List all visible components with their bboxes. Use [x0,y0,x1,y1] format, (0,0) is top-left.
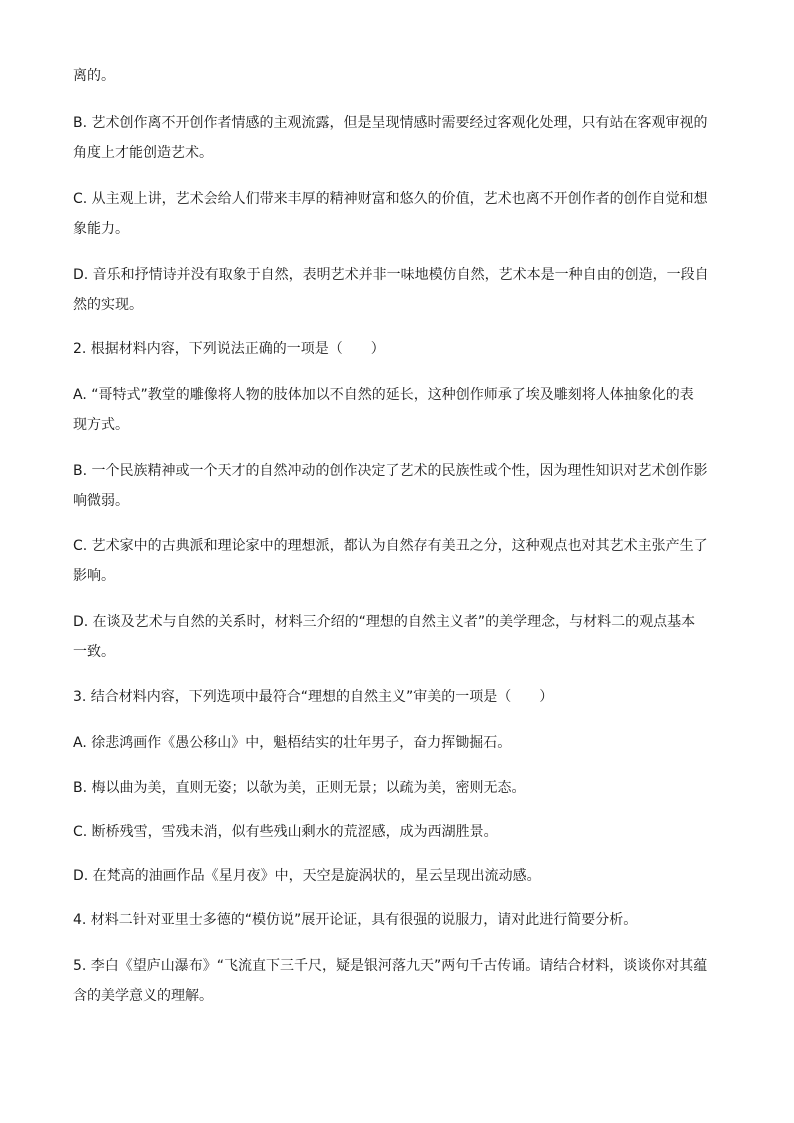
text-line: D. 音乐和抒情诗并没有取象于自然，表明艺术并非一味地模仿自然，艺术本是一种自由的创造，一段自 [73,267,709,283]
text-line: 含的美学意义的理解。 [73,988,213,1004]
text-line: 影响。 [73,568,115,584]
answer-option: D. 在梵高的油画作品《星月夜》中，天空是旋涡状的，星云呈现出流动感。 [73,868,541,884]
text-line: 响微弱。 [73,493,129,509]
text-line: B. 一个民族精神或一个天才的自然冲动的创作决定了艺术的民族性或个性，因为理性知识对艺术创作影 [73,463,708,479]
text-line: 现方式。 [73,417,129,433]
text-line: D. 在谈及艺术与自然的关系时，材料三介绍的“理想的自然主义者”的美学理念，与材料二的观点基本 [73,614,696,630]
text-line: C. 从主观上讲，艺术会给人们带来丰厚的精神财富和悠久的价值，艺术也离不开创作者的创作自觉和想 [73,191,708,207]
text-line: 象能力。 [73,221,129,237]
answer-option: C. 断桥残雪，雪残未消，似有些残山剩水的荒涩感，成为西湖胜景。 [73,824,498,840]
text-line: C. 艺术家中的古典派和理论家中的理想派，都认为自然存有美丑之分，这种观点也对其艺术主张产生了 [73,538,708,554]
text-line: 然的实现。 [73,297,143,313]
text-line: 离的。 [73,68,115,84]
answer-option: B. 梅以曲为美，直则无姿；以欹为美，正则无景；以疏为美，密则无态。 [73,780,526,796]
answer-option: A. 徐悲鸿画作《愚公移山》中，魁梧结实的壮年男子，奋力挥锄掘石。 [73,735,512,751]
text-line: 一致。 [73,644,115,660]
question-stem: 2. 根据材料内容，下列说法正确的一项是（ ） [73,341,385,357]
question-stem: 3. 结合材料内容，下列选项中最符合“理想的自然主义”审美的一项是（ ） [73,689,554,705]
text-line: A. “哥特式”教堂的雕像将人物的肢体加以不自然的延长，这种创作师承了埃及雕刻将人体抽象化的表 [73,387,694,403]
question-stem: 4. 材料二针对亚里士多德的“模仿说”展开论证，具有很强的说服力，请对此进行简要分析。 [73,912,638,928]
text-line: 角度上才能创造艺术。 [73,145,213,161]
text-line: B. 艺术创作离不开创作者情感的主观流露，但是呈现情感时需要经过客观化处理，只有站在客观审视的 [73,115,708,131]
question-stem: 5. 李白《望庐山瀑布》“飞流直下三千尺，疑是银河落九天”两句千古传诵。请结合材料，谈谈你对其蕴 [73,958,708,974]
